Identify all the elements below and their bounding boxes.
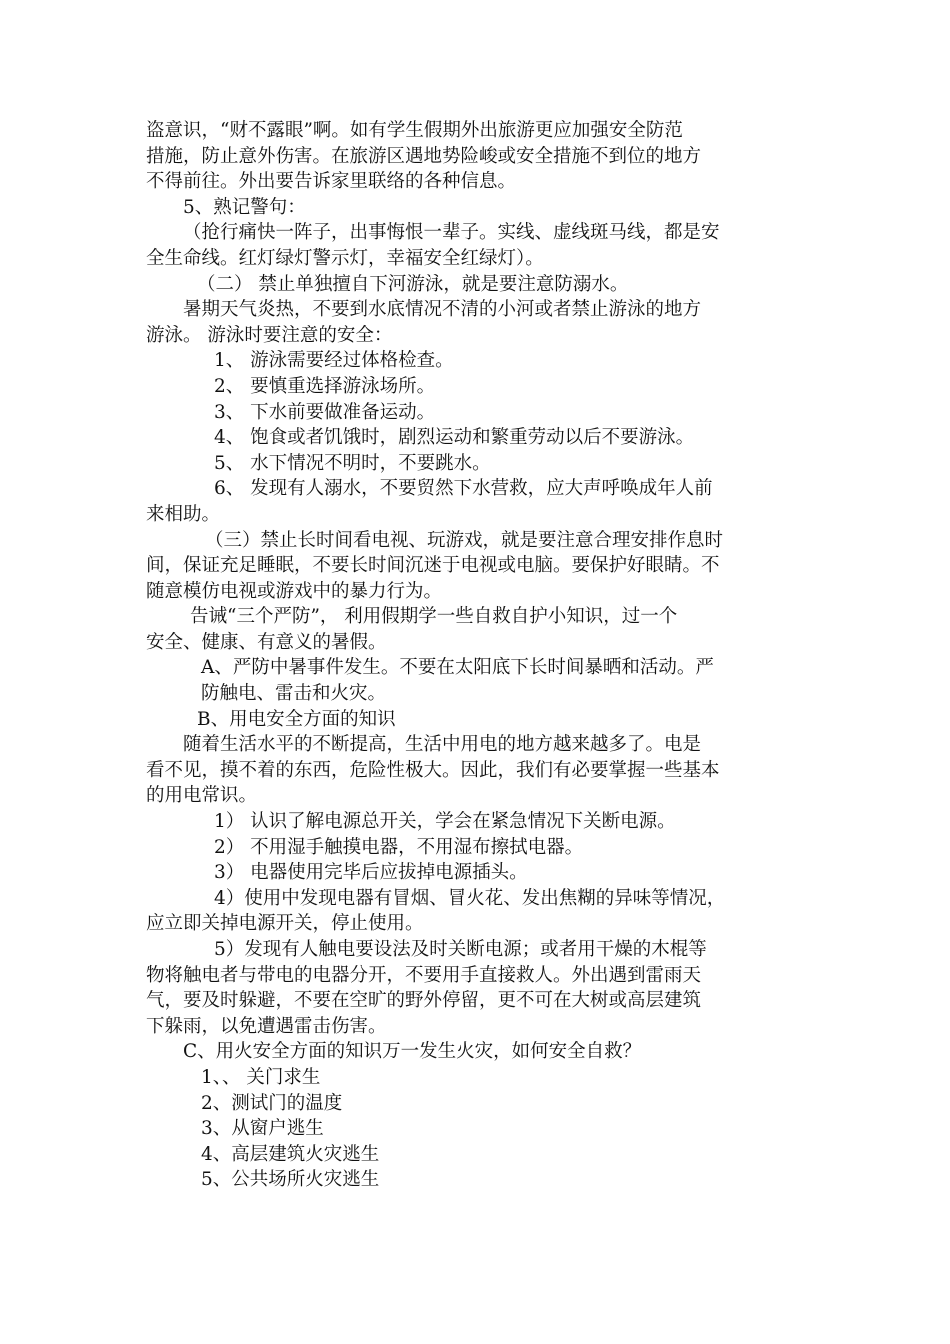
text-line: 4、 饱食或者饥饿时，剧烈运动和繁重劳动以后不要游泳。 bbox=[214, 427, 695, 449]
text-line: 下躲雨，以免遭遇雷击伤害。 bbox=[146, 1015, 387, 1037]
text-line: 3、从窗户逃生 bbox=[201, 1118, 324, 1140]
text-line: 1） 认识了解电源总开关，学会在紧急情况下关断电源。 bbox=[214, 811, 676, 833]
text-line: 5、公共场所火灾逃生 bbox=[201, 1169, 380, 1191]
text-line: 5、熟记警句： bbox=[183, 196, 306, 218]
text-line: 间，保证充足睡眠，不要长时间沉迷于电视或电脑。要保护好眼睛。不 bbox=[146, 555, 720, 577]
text-line: 随着生活水平的不断提高，生活中用电的地方越来越多了。电是 bbox=[183, 734, 702, 756]
text-line: （抢行痛快一阵子，出事悔恨一辈子。实线、虚线斑马线，都是安 bbox=[183, 222, 720, 244]
text-line: 3、 下水前要做准备运动。 bbox=[214, 401, 436, 423]
text-line: 全生命线。红灯绿灯警示灯，幸福安全红绿灯）。 bbox=[146, 247, 544, 269]
text-line: 5）发现有人触电要设法及时关断电源；或者用干燥的木棍等 bbox=[214, 939, 707, 960]
text-line: 气，要及时躲避，不要在空旷的野外停留，更不可在大树或高层建筑 bbox=[146, 990, 702, 1012]
text-line: 告诫“三个严防”， 利用假期学一些自救自护小知识，过一个 bbox=[190, 606, 678, 628]
text-line: 不得前往。外出要告诉家里联络的各种信息。 bbox=[146, 171, 517, 193]
text-line: 4）使用中发现电器有冒烟、冒火花、发出焦糊的异味等情况， bbox=[214, 887, 726, 909]
text-line: 3） 电器使用完毕后应拔掉电源插头。 bbox=[214, 862, 528, 884]
text-line: 的用电常识。 bbox=[146, 785, 258, 807]
text-line: 6、 发现有人溺水，不要贸然下水营救，应大声呼唤成年人前 bbox=[214, 478, 713, 500]
text-line: 游泳。 游泳时要注意的安全： bbox=[146, 324, 393, 346]
text-line: B、用电安全方面的知识 bbox=[197, 708, 396, 730]
text-line: 1、 游泳需要经过体格检查。 bbox=[214, 350, 454, 372]
text-line: 应立即关掉电源开关，停止使用。 bbox=[146, 913, 424, 935]
text-line: 措施，防止意外伤害。在旅游区遇地势险峻或安全措施不到位的地方 bbox=[146, 145, 702, 167]
text-line: 物将触电者与带电的电器分开，不要用手直接救人。外出遇到雷雨天 bbox=[146, 964, 702, 986]
text-line: （二） 禁止单独擅自下河游泳，就是要注意防溺水。 bbox=[197, 273, 629, 295]
text-line: 来相助。 bbox=[146, 503, 221, 525]
text-line: A、严防中暑事件发生。不要在太阳底下长时间暴晒和活动。严 bbox=[201, 657, 714, 679]
text-line: C、用火安全方面的知识万一发生火灾，如何安全自救？ bbox=[183, 1041, 642, 1063]
text-line: 2、测试门的温度 bbox=[201, 1092, 343, 1114]
text-line: 2、 要慎重选择游泳场所。 bbox=[214, 375, 436, 397]
text-line: 2） 不用湿手触摸电器，不用湿布擦拭电器。 bbox=[214, 836, 584, 858]
text-line: 5、 水下情况不明时，不要跳水。 bbox=[214, 452, 491, 474]
text-line: （三）禁止长时间看电视、玩游戏，就是要注意合理安排作息时 bbox=[205, 529, 724, 551]
text-line: 4、高层建筑火灾逃生 bbox=[201, 1143, 380, 1165]
text-line: 防触电、雷击和火灾。 bbox=[201, 683, 387, 705]
text-line: 盗意识，“财不露眼”啊。如有学生假期外出旅游更应加强安全防范 bbox=[146, 120, 683, 141]
text-line: 看不见，摸不着的东西，危险性极大。因此，我们有必要掌握一些基本 bbox=[146, 759, 720, 781]
text-line: 安全、健康、有意义的暑假。 bbox=[146, 631, 387, 653]
text-line: 暑期天气炎热，不要到水底情况不清的小河或者禁止游泳的地方 bbox=[183, 299, 702, 321]
text-line: 随意模仿电视或游戏中的暴力行为。 bbox=[146, 580, 443, 602]
document-body bbox=[146, 118, 810, 1193]
text-line: 1、、 关门求生 bbox=[201, 1066, 321, 1088]
